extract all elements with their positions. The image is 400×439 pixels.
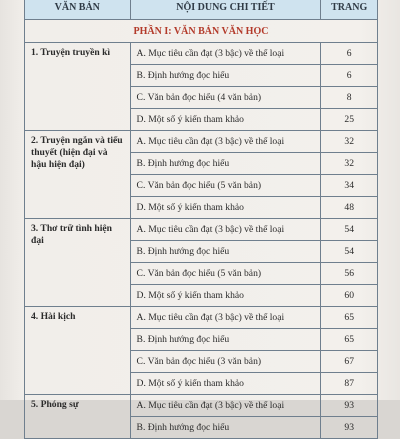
content-cell: A. Mục tiêu cần đạt (3 bậc) về thể loại: [130, 131, 321, 153]
page-cell: 87: [321, 373, 378, 395]
page-cell: 93: [321, 395, 378, 417]
page-cell: 54: [321, 241, 378, 263]
page-cell: 65: [321, 329, 378, 351]
content-cell: C. Văn bản đọc hiểu (4 văn bản): [130, 87, 321, 109]
header-row: [25, 0, 378, 20]
section-title: 1. Truyện truyền kì: [25, 43, 131, 131]
section-title: 4. Hài kịch: [25, 307, 131, 395]
page-cell: 32: [321, 153, 378, 175]
page-cell: 60: [321, 285, 378, 307]
content-cell: D. Một số ý kiến tham khảo: [130, 285, 321, 307]
content-cell: D. Một số ý kiến tham khảo: [130, 373, 321, 395]
content-cell: A. Mục tiêu cần đạt (3 bậc) về thể loại: [130, 307, 321, 329]
content-cell: A. Mục tiêu cần đạt (3 bậc) về thể loại: [130, 219, 321, 241]
content-cell: C. Văn bản đọc hiểu (3 văn bản): [130, 351, 321, 373]
page-cell: 32: [321, 131, 378, 153]
table-row: [25, 219, 378, 241]
content-cell: B. Định hướng đọc hiểu: [130, 153, 321, 175]
content-cell: B. Định hướng đọc hiểu: [130, 417, 321, 439]
content-cell: C. Văn bản đọc hiểu (5 văn bản): [130, 263, 321, 285]
section-title: 3. Thơ trữ tình hiện đại: [25, 219, 131, 307]
page-cell: 34: [321, 175, 378, 197]
table-row: [25, 307, 378, 329]
part-title: PHẦN I: VĂN BẢN VĂN HỌC: [25, 20, 378, 43]
table-row: [25, 43, 378, 65]
part-row: [25, 20, 378, 43]
page-cell: 65: [321, 307, 378, 329]
page-cell: 54: [321, 219, 378, 241]
page-cell: 48: [321, 197, 378, 219]
page-cell: 93: [321, 417, 378, 439]
content-cell: D. Một số ý kiến tham khảo: [130, 197, 321, 219]
page-cell: 8: [321, 87, 378, 109]
header-trang: TRANG: [321, 0, 378, 20]
table-row: [25, 395, 378, 417]
content-cell: B. Định hướng đọc hiểu: [130, 65, 321, 87]
content-cell: D. Một số ý kiến tham khảo: [130, 109, 321, 131]
page-cell: 6: [321, 65, 378, 87]
table-of-contents: [24, 0, 378, 439]
section-title: 2. Truyện ngắn và tiểu thuyết (hiện đại và hậu hiện đại): [25, 131, 131, 219]
page-cell: 25: [321, 109, 378, 131]
content-cell: B. Định hướng đọc hiểu: [130, 329, 321, 351]
content-cell: A. Mục tiêu cần đạt (3 bậc) về thể loại: [130, 43, 321, 65]
section-title: 5. Phóng sự: [25, 395, 131, 439]
table-row: [25, 131, 378, 153]
page-cell: 56: [321, 263, 378, 285]
page-cell: 6: [321, 43, 378, 65]
page-cell: 67: [321, 351, 378, 373]
content-cell: A. Mục tiêu cần đạt (3 bậc) về thể loại: [130, 395, 321, 417]
header-van-ban: VĂN BẢN: [25, 0, 131, 20]
content-cell: C. Văn bản đọc hiểu (5 văn bản): [130, 175, 321, 197]
content-cell: B. Định hướng đọc hiểu: [130, 241, 321, 263]
header-noi-dung: NỘI DUNG CHI TIẾT: [130, 0, 321, 20]
